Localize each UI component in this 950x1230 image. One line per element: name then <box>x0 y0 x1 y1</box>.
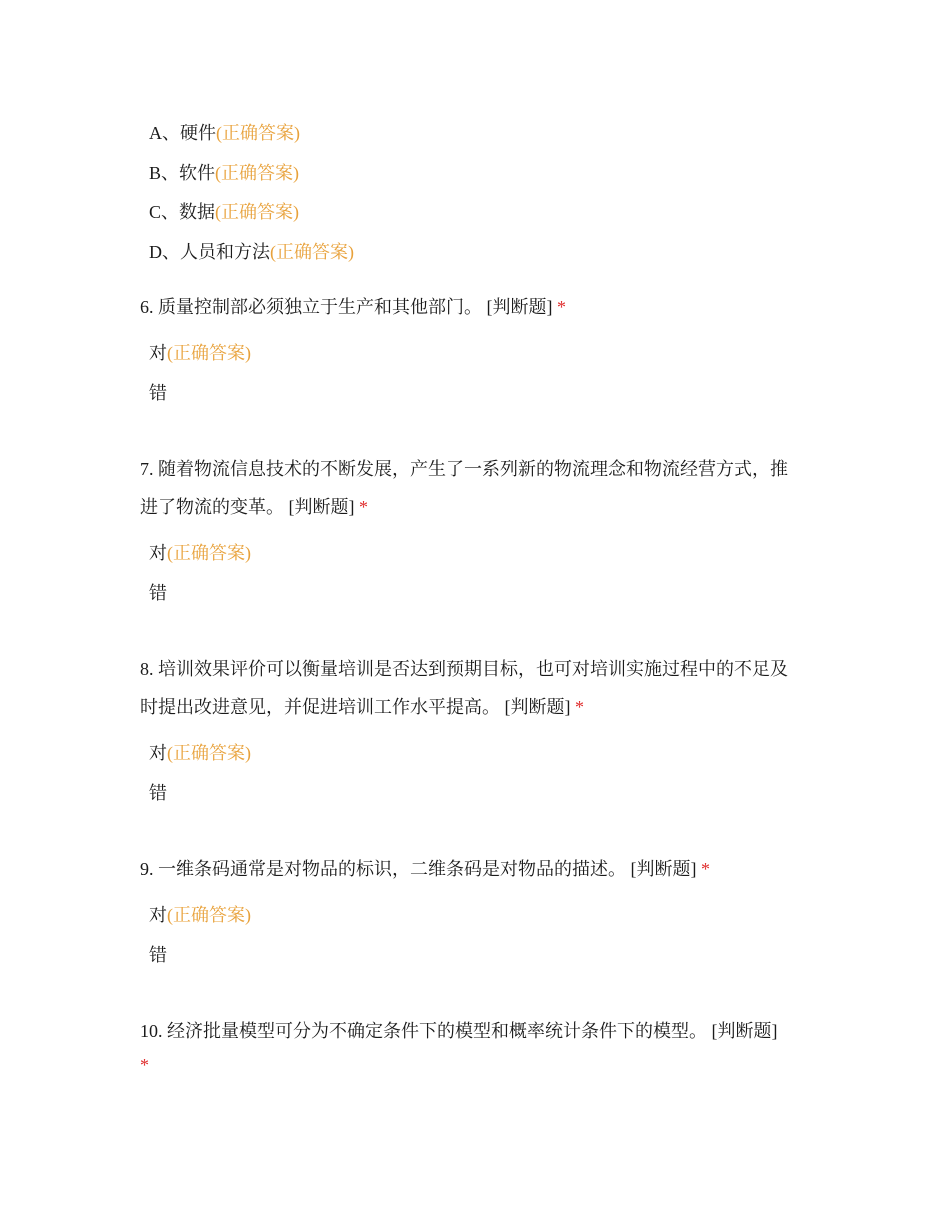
question-number: 6. <box>140 297 154 317</box>
option-label: 对 <box>149 905 167 925</box>
question-text: 经济批量模型可分为不确定条件下的模型和概率统计条件下的模型。 <box>167 1021 707 1041</box>
option-label: 错 <box>149 945 167 965</box>
option-label: A、硬件 <box>149 123 216 143</box>
question-type-tag: [判断题] <box>504 697 571 717</box>
required-mark: * <box>575 697 584 717</box>
option-c[interactable] <box>149 200 299 224</box>
question-9-title <box>140 857 710 881</box>
question-type-tag: [判断题] <box>288 497 355 517</box>
correct-answer-tag: (正确答案) <box>216 123 300 143</box>
question-9-option-false[interactable] <box>149 943 167 967</box>
option-label: 对 <box>149 743 167 763</box>
question-number: 9. <box>140 859 154 879</box>
question-7-option-false[interactable] <box>149 581 167 605</box>
option-label: 对 <box>149 343 167 363</box>
option-label: D、人员和方法 <box>149 242 270 262</box>
option-label: 错 <box>149 783 167 803</box>
question-7-option-true[interactable] <box>149 541 251 565</box>
question-10-title <box>140 1019 778 1043</box>
question-text: 时提出改进意见，并促进培训工作水平提高。 <box>140 697 500 717</box>
option-d[interactable] <box>149 240 354 264</box>
question-text: 质量控制部必须独立于生产和其他部门。 <box>158 297 482 317</box>
option-label: 错 <box>149 383 167 403</box>
correct-answer-tag: (正确答案) <box>167 743 251 763</box>
question-8-option-false[interactable] <box>149 781 167 805</box>
question-7-title-line-1 <box>140 457 788 481</box>
question-7-title-line-2 <box>140 495 368 519</box>
correct-answer-tag: (正确答案) <box>215 202 300 222</box>
option-label: B、软件 <box>149 163 216 183</box>
question-9-option-true[interactable] <box>149 903 251 927</box>
question-text: 培训效果评价可以衡量培训是否达到预期目标，也可对培训实施过程中的不足及 <box>158 659 788 679</box>
question-type-tag: [判断题] <box>630 859 697 879</box>
question-text: 随着物流信息技术的不断发展，产生了一系列新的物流理念和物流经营方式，推 <box>158 459 788 479</box>
correct-answer-tag: (正确答案) <box>167 905 251 925</box>
option-label: 对 <box>149 543 167 563</box>
option-label: 错 <box>149 583 167 603</box>
question-text: 进了物流的变革。 <box>140 497 284 517</box>
required-mark: * <box>701 859 710 879</box>
question-6-title <box>140 295 566 319</box>
option-label: C、数据 <box>149 202 216 222</box>
question-number: 8. <box>140 659 154 679</box>
question-10-required-line <box>140 1053 149 1077</box>
question-text: 一维条码通常是对物品的标识，二维条码是对物品的描述。 <box>158 859 626 879</box>
question-number: 7. <box>140 459 154 479</box>
question-type-tag: [判断题] <box>711 1021 778 1041</box>
correct-answer-tag: (正确答案) <box>215 163 300 183</box>
question-6-option-true[interactable] <box>149 341 251 365</box>
required-mark: * <box>557 297 566 317</box>
question-8-option-true[interactable] <box>149 741 251 765</box>
option-b[interactable] <box>149 161 299 185</box>
required-mark: * <box>140 1055 149 1075</box>
correct-answer-tag: (正确答案) <box>270 242 354 262</box>
question-8-title-line-2 <box>140 695 584 719</box>
correct-answer-tag: (正确答案) <box>167 543 251 563</box>
correct-answer-tag: (正确答案) <box>167 343 251 363</box>
question-number: 10. <box>140 1021 163 1041</box>
option-a[interactable] <box>149 121 300 145</box>
required-mark: * <box>359 497 368 517</box>
question-type-tag: [判断题] <box>486 297 553 317</box>
question-6-option-false[interactable] <box>149 381 167 405</box>
question-8-title-line-1 <box>140 657 788 681</box>
